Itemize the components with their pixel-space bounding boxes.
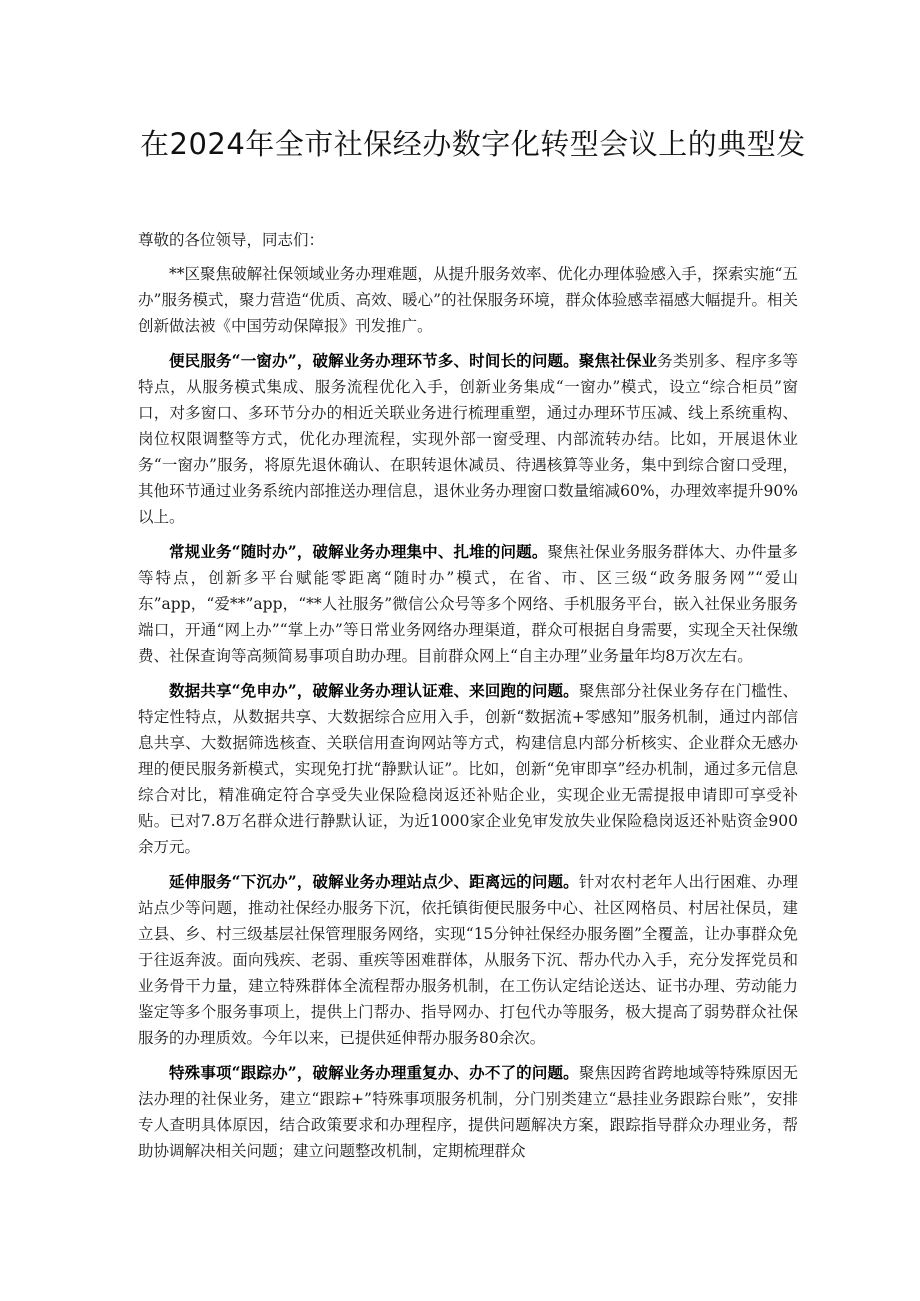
paragraph-text: **区聚焦破解社保领域业务办理难题，从提升服务效率、优化办理体验感入手，探索实施“五办”服务模式，聚力营造“优质、高效、暖心”的社保服务环境，群众体验感幸福感大幅提升。相关创新做法被《中国劳动保障报》刊发推广。 <box>138 265 798 335</box>
paragraph-one-window <box>138 348 798 530</box>
paragraph-text: 聚焦因跨省跨地域等特殊原因无法办理的社保业务，建立“跟踪+”特殊事项服务机制，分门别类建立“悬挂业务跟踪台账”，安排专人查明具体原因，结合政策要求和办理程序，提供问题解决方案，跟踪指导群众办理业务，帮助协调解决相关问题；建立问题整改机制，定期梳理群众 <box>138 1064 798 1160</box>
paragraph-text: 针对农村老年人出行困难、办理站点少等问题，推动社保经办服务下沉，依托镇街便民服务中心、社区网格员、村居社保员，建立县、乡、村三级基层社保管理服务网络，实现“15分钟社保经办服务圈”全覆盖，让办事群众免于往返奔波。面向残疾、老弱、重疾等困难群体，从服务下沉、帮办代办入手，充分发挥党员和业务骨干力量，建立特殊群体全流程帮办服务机制，在工伤认定结论送达、证书办理、劳动能力鉴定等多个服务事项上，提供上门帮办、指导网办、打包代办等服务，极大提高了弱势群众社保服务的办理质效。今年以来，已提供延伸帮办服务80余次。 <box>138 873 798 1047</box>
paragraph-text: 聚焦部分社保业务存在门槛性、特定性特点，从数据共享、大数据综合应用入手，创新“数据流+零感知”服务机制，通过内部信息共享、大数据筛选核查、关联信用查询网站等方式，构建信息内部分析核实、企业群众无感办理的便民服务新模式，实现免打扰“静默认证”。比如，创新“免审即享”经办机制，通过多元信息综合对比，精准确定符合享受失业保险稳岗返还补贴企业，实现企业无需提报申请即可享受补贴。已对7.8万名群众进行静默认证，为近1000家企业免审发放失业保险稳岗返还补贴资金900余万元。 <box>138 682 798 856</box>
paragraph-lead: 特殊事项“跟踪办”，破解业务办理重复办、办不了的问题。 <box>169 1063 579 1082</box>
paragraph-lead: 延伸服务“下沉办”，破解业务办理站点少、距离远的问题。 <box>169 872 579 891</box>
paragraph-intro <box>138 261 798 339</box>
paragraph-lead: 便民服务“一窗办”，破解业务办理环节多、时间长的问题。聚焦社保业 <box>169 351 658 370</box>
paragraph-lead: 数据共享“免申办”，破解业务办理认证难、来回跑的问题。 <box>169 681 579 700</box>
paragraph-anytime <box>138 539 798 669</box>
document-title: 在2024年全市社保经办数字化转型会议上的典型发 <box>140 127 806 161</box>
paragraph-data-sharing <box>138 678 798 860</box>
paragraph-text: 务类别多、程序多等特点，从服务模式集成、服务流程优化入手，创新业务集成“一窗办”模式，设立“综合柜员”窗口，对多窗口、多环节分办的相近关联业务进行梳理重塑，通过办理环节压减、线上系统重构、岗位权限调整等方式，优化办理流程，实现外部一窗受理、内部流转办结。比如，开展退休业务“一窗办”服务，将原先退休确认、在职转退休减员、待遇核算等业务，集中到综合窗口受理，其他环节通过业务系统内部推送办理信息，退休业务办理窗口数量缩减60%，办理效率提升90%以上。 <box>138 352 798 526</box>
paragraph-special-matters <box>138 1060 798 1164</box>
paragraph-text: 聚焦社保业务服务群体大、办件量多等特点，创新多平台赋能零距离“随时办”模式，在省、市、区三级“政务服务网”“爱山东”app，“爱**”app，“**人社服务”微信公众号等多个网络、手机服务平台，嵌入社保业务服务端口，开通“网上办”“掌上办”等日常业务网络办理渠道，群众可根据自身需要，实现全天社保缴费、社保查询等高频简易事项自助办理。目前群众网上“自主办理”业务量年均8万次左右。 <box>138 543 798 665</box>
paragraph-lead: 常规业务“随时办”，破解业务办理集中、扎堆的问题。 <box>169 542 548 561</box>
paragraph-extended-service <box>138 869 798 1051</box>
document-body <box>138 227 798 1173</box>
salutation: 尊敬的各位领导，同志们： <box>138 231 325 249</box>
